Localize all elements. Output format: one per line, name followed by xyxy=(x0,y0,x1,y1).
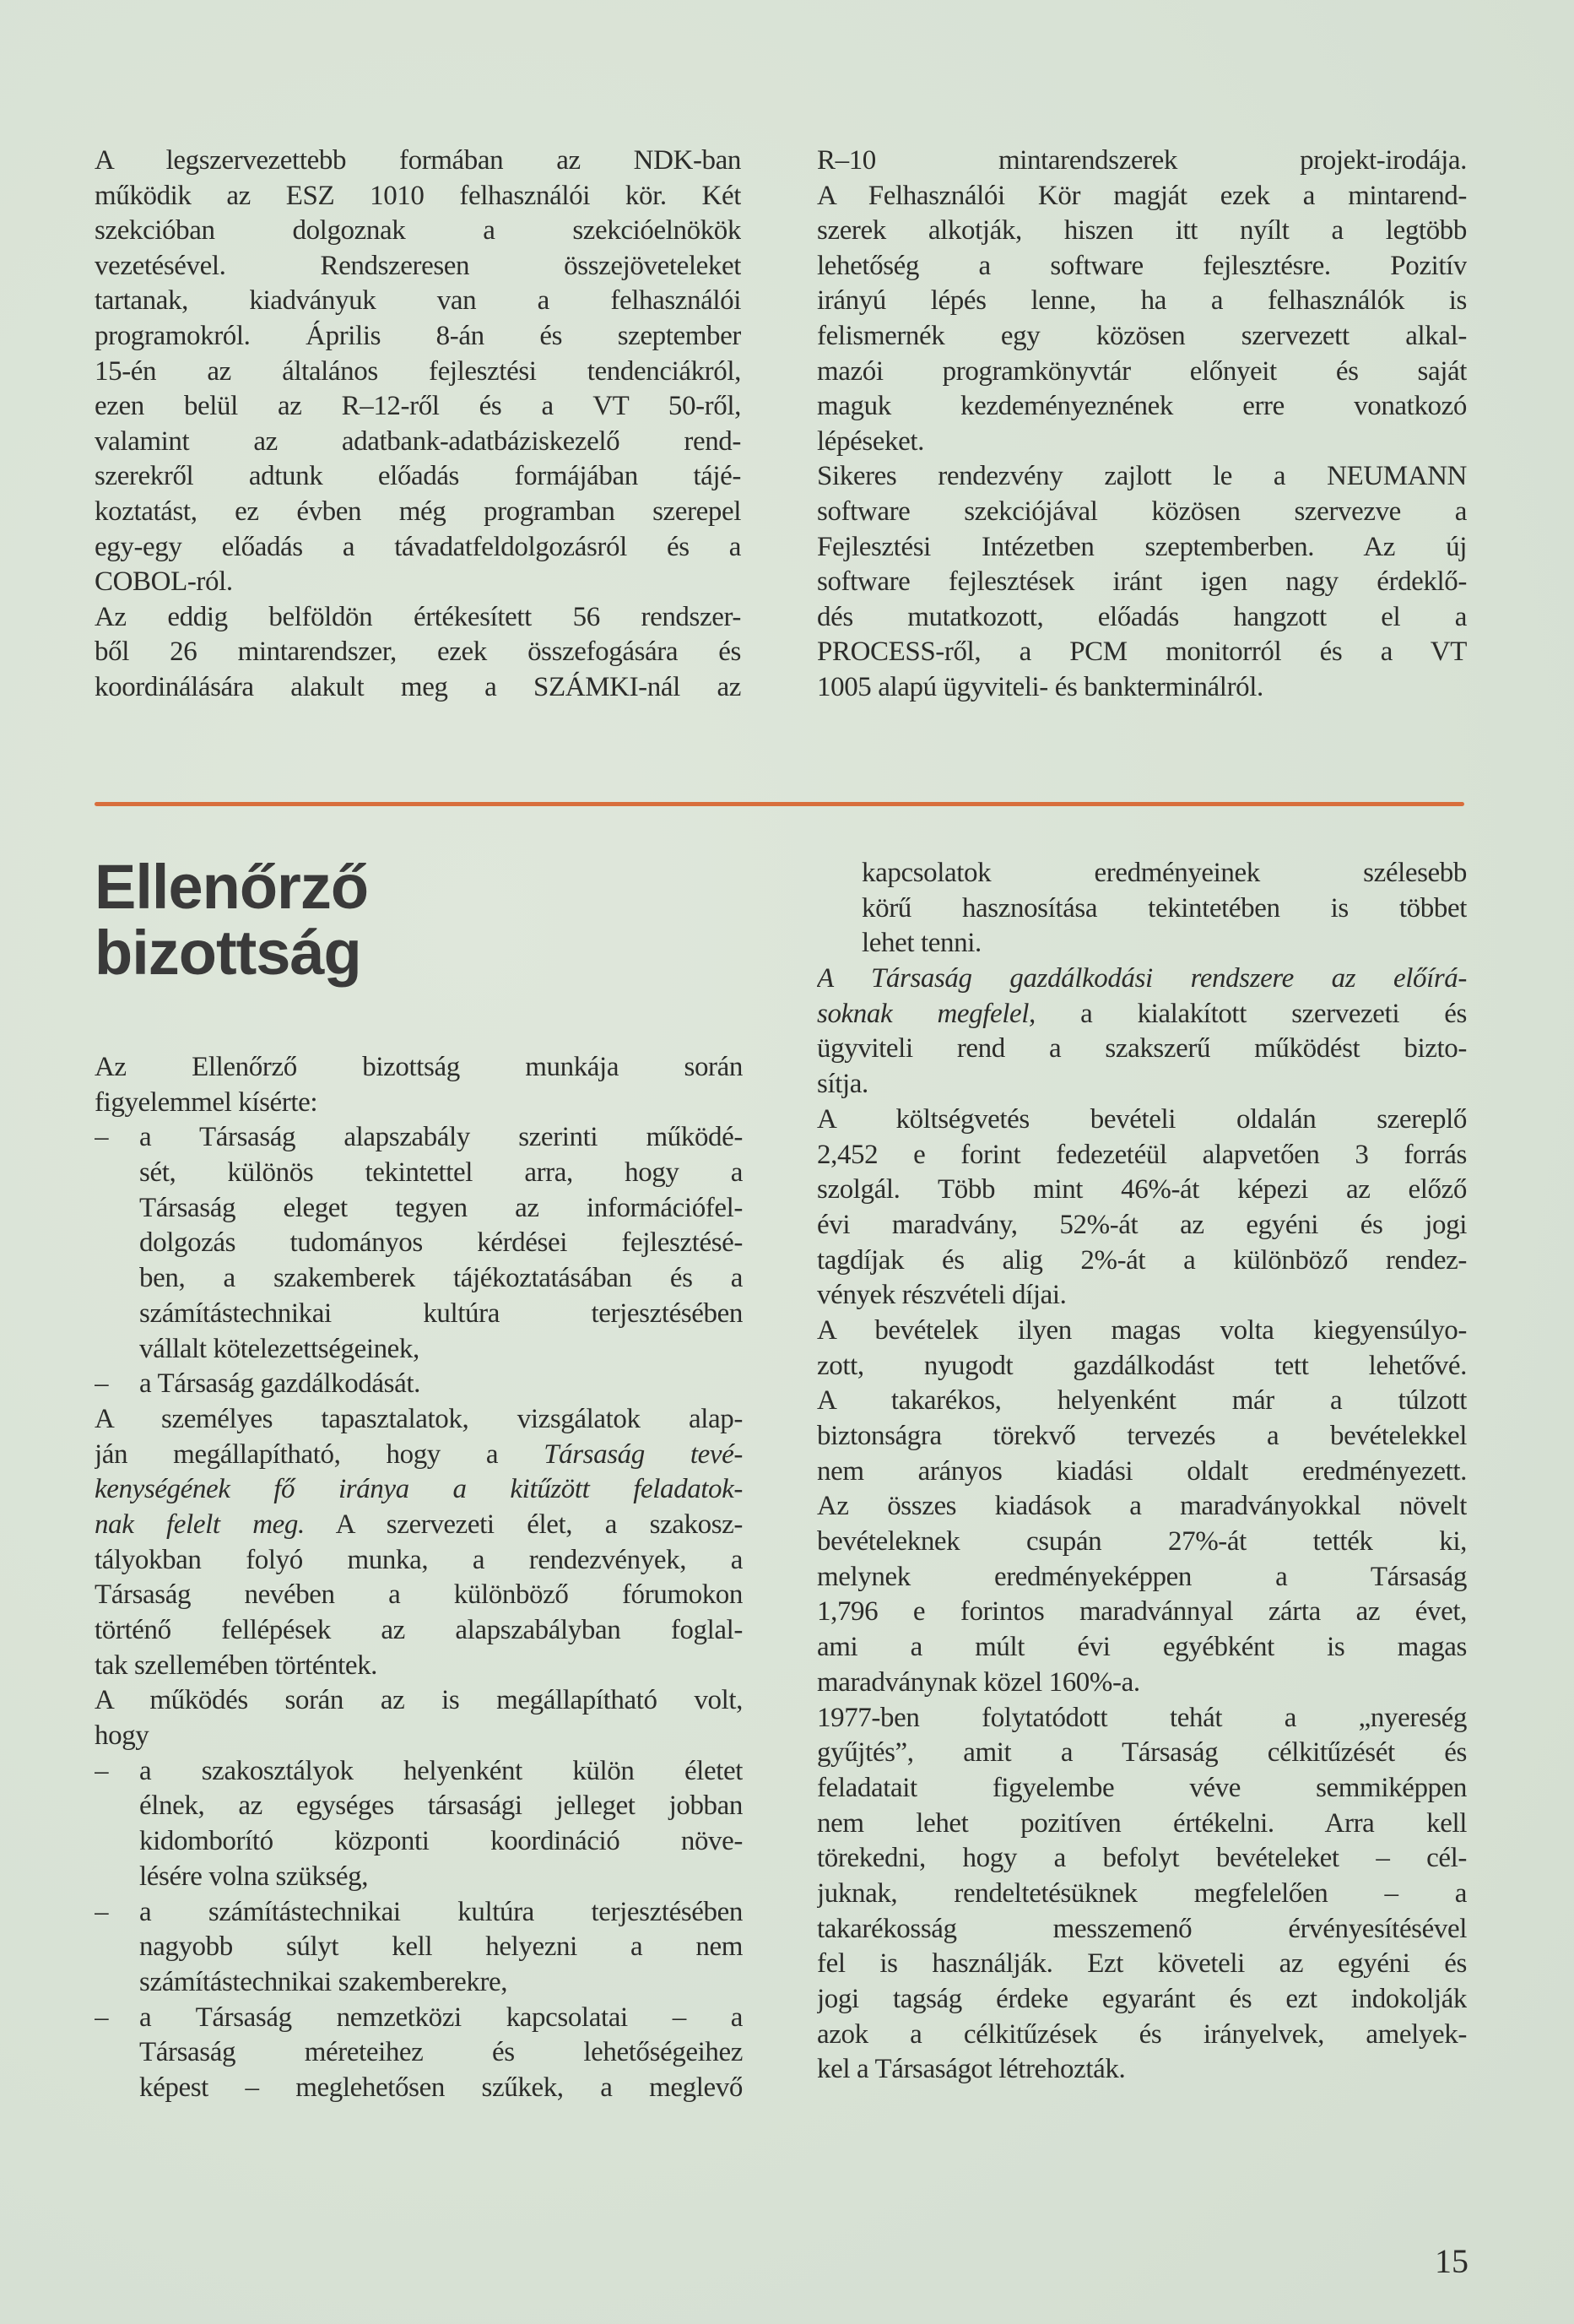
text-line xyxy=(817,856,1467,891)
text-line xyxy=(817,670,1467,706)
line-text: programokról. Április 8-án és szeptember xyxy=(95,320,741,351)
line-text: takarékosság messzemenő érvényesítésével xyxy=(817,1913,1467,1944)
line-text: számítástechnikai szakemberekre, xyxy=(139,1966,508,1997)
text-line xyxy=(817,1489,1467,1525)
text-line xyxy=(817,1771,1467,1807)
line-text: Társaság eleget tegyen az információfel- xyxy=(139,1192,743,1223)
line-text: élnek, az egységes társasági jelleget jobban xyxy=(139,1790,743,1822)
line-text: A személyes tapasztalatok, vizsgálatok alap- xyxy=(95,1403,743,1434)
line-text: ben, a szakemberek tájékoztatásában és a xyxy=(139,1263,743,1294)
text-line xyxy=(95,1789,743,1824)
text-line xyxy=(95,1332,743,1368)
line-text: 15-én az általános fejlesztési tendenciákról, xyxy=(95,355,741,387)
line-text: mazói programkönyvtár előnyeit és saját xyxy=(817,355,1467,387)
text-line xyxy=(817,179,1467,214)
text-line xyxy=(95,565,741,600)
line-text: A költségvetés bevételi oldalán szereplő xyxy=(817,1103,1467,1135)
text-line xyxy=(817,1595,1467,1630)
line-text: vények részvételi díjai. xyxy=(817,1280,1067,1311)
text-line xyxy=(817,1807,1467,1842)
line-text: 1977-ben folytatódott tehát a „nyereség xyxy=(817,1702,1467,1733)
text-line xyxy=(95,495,741,530)
italic-text: kenységének fő iránya a kitűzött feladatok- xyxy=(95,1474,743,1505)
line-text: a Társaság gazdálkodását. xyxy=(139,1368,420,1400)
text-line xyxy=(95,284,741,319)
text-line xyxy=(817,459,1467,495)
line-text: ből 26 mintarendszer, ezek összefogására és xyxy=(95,637,741,668)
text-line xyxy=(817,1419,1467,1455)
text-line xyxy=(95,1719,743,1754)
text-line xyxy=(95,319,741,355)
line-text: tályokban folyó munka, a rendezvények, a xyxy=(95,1544,743,1575)
line-text: dés mutatkozott, előadás hangzott el a xyxy=(817,601,1467,632)
text-line xyxy=(817,1349,1467,1384)
text-line xyxy=(95,1895,743,1931)
text-line xyxy=(95,600,741,636)
line-text: jogi tagság érdeke egyaránt és ezt indokolják xyxy=(817,1984,1467,2014)
text-line xyxy=(95,389,741,425)
text-line xyxy=(95,425,741,460)
text-line xyxy=(817,1560,1467,1595)
text-line xyxy=(817,1666,1467,1701)
line-text: nem arányos kiadási oldalt eredményezett. xyxy=(817,1455,1467,1487)
line-text: a számítástechnikai kultúra terjesztésében xyxy=(139,1896,743,1927)
text-line xyxy=(817,495,1467,530)
list-dash: – xyxy=(95,1755,109,1786)
line-text: szolgál. Több mint 46%-át képezi az előző xyxy=(817,1174,1467,1205)
top-right-column xyxy=(817,144,1467,706)
text-line xyxy=(817,926,1467,962)
heading-line-1: Ellenőrző xyxy=(95,852,369,922)
line-text: software szekciójával közösen szervezve a xyxy=(817,496,1467,527)
text-line xyxy=(817,1877,1467,1912)
line-text: maguk kezdeményeznének erre vonatkozó xyxy=(817,391,1467,422)
text-line xyxy=(95,1683,743,1719)
text-line xyxy=(95,1297,743,1332)
line-text: maradványnak közel 160%-a. xyxy=(817,1666,1140,1698)
line-text: R–10 mintarendszerek projekt-irodája. xyxy=(817,145,1467,176)
line-text: hogy xyxy=(95,1720,149,1752)
italic-text: nak felelt meg. xyxy=(95,1509,305,1540)
line-text: kidomborító központi koordináció növe- xyxy=(139,1826,743,1857)
line-text: törekedni, hogy a befolyt bevételeket – cél- xyxy=(817,1843,1467,1874)
text-line xyxy=(95,2035,743,2071)
line-text: számítástechnikai kultúra terjesztésében xyxy=(139,1297,743,1329)
text-line xyxy=(817,1455,1467,1490)
line-text: A legszervezettebb formában az NDK-ban xyxy=(95,145,741,176)
line-text: valamint az adatbank-adatbáziskezelő rend- xyxy=(95,425,741,457)
line-text: ami a múlt évi egyébként is magas xyxy=(817,1632,1467,1663)
line-text: vezetésével. Rendszeresen összejöveteleket xyxy=(95,250,741,281)
text-line xyxy=(817,389,1467,425)
list-dash: – xyxy=(95,1122,109,1153)
text-line xyxy=(95,1754,743,1790)
text-line xyxy=(817,1208,1467,1243)
text-line xyxy=(95,1578,743,1613)
text-line xyxy=(95,2001,743,2036)
line-text: fel is használják. Ezt követeli az egyéni és xyxy=(817,1948,1467,1980)
text-line xyxy=(95,1543,743,1579)
text-line xyxy=(817,144,1467,179)
page-number: 15 xyxy=(1435,2242,1469,2280)
bottom-right-column xyxy=(817,856,1467,2088)
line-text: koztatást, ez évben még programban szerepel xyxy=(95,496,741,527)
text-line xyxy=(817,1102,1467,1138)
line-text: kapcsolatok eredményeinek szélesebb xyxy=(862,858,1467,888)
text-line xyxy=(95,1649,743,1684)
text-line xyxy=(817,1630,1467,1666)
text-line xyxy=(95,1261,743,1297)
line-text: biztonságra törekvő tervezés a bevételekkel xyxy=(817,1421,1467,1451)
text-line xyxy=(817,1982,1467,2018)
text-line xyxy=(95,249,741,284)
line-text: A bevételek ilyen magas volta kiegyensúlyo- xyxy=(817,1314,1467,1346)
text-line xyxy=(95,1226,743,1261)
bottom-left-column xyxy=(95,1050,743,2106)
text-line xyxy=(817,249,1467,284)
text-line xyxy=(817,2052,1467,2088)
text-line xyxy=(95,1156,743,1191)
line-text: a Társaság nemzetközi kapcsolatai – a xyxy=(139,2002,743,2033)
line-text: Az összes kiadások a maradványokkal növelt xyxy=(817,1491,1467,1522)
line-text: szekcióban dolgoznak a szekcióelnökök xyxy=(95,215,741,246)
text-line xyxy=(817,1138,1467,1173)
text-line xyxy=(817,997,1467,1032)
text-line xyxy=(95,635,741,670)
text-line xyxy=(817,1314,1467,1349)
line-text: feladatait figyelembe véve semmiképpen xyxy=(817,1772,1467,1803)
text-line xyxy=(817,425,1467,460)
line-text: a kialakított szervezeti és xyxy=(1035,998,1467,1029)
line-text: kel a Társaságot létrehozták. xyxy=(817,2054,1126,2085)
text-line xyxy=(817,1278,1467,1314)
text-line xyxy=(95,1965,743,2001)
italic-text: soknak megfelel, xyxy=(817,998,1036,1029)
text-line xyxy=(95,1191,743,1227)
text-line xyxy=(95,214,741,249)
line-text: Társaság nevében a különböző fórumokon xyxy=(95,1579,743,1611)
text-line xyxy=(817,1736,1467,1771)
line-text: nagyobb súlyt kell helyezni a nem xyxy=(139,1931,743,1963)
line-text: sét, különös tekintettel arra, hogy a xyxy=(139,1157,743,1189)
list-dash: – xyxy=(95,2002,109,2033)
text-line xyxy=(817,1912,1467,1948)
text-line xyxy=(817,600,1467,636)
line-text: tartanak, kiadványuk van a felhasználói xyxy=(95,285,741,317)
line-text: körű hasznosítása tekintetében is többet xyxy=(862,892,1467,924)
text-line xyxy=(95,1930,743,1965)
line-text: működik az ESZ 1010 felhasználói kör. Két xyxy=(95,180,741,211)
line-text: 2,452 e forint fedezetéül alapvetően 3 forrás xyxy=(817,1139,1467,1170)
text-line xyxy=(817,1243,1467,1279)
line-text: A Felhasználói Kör magját ezek a mintarend- xyxy=(817,180,1467,211)
line-text: COBOL-ról. xyxy=(95,566,233,598)
text-line xyxy=(817,1701,1467,1736)
line-text: A működés során az is megállapítható volt, xyxy=(95,1685,743,1716)
text-line xyxy=(817,1947,1467,1982)
line-text: szerekről adtunk előadás formájában tájé- xyxy=(95,461,741,492)
line-text: vállalt kötelezettségeinek, xyxy=(139,1333,419,1364)
line-text: ezen belül az R–12-ről és a VT 50-ről, xyxy=(95,391,741,422)
line-text: koordinálására alakult meg a SZÁMKI-nál az xyxy=(95,671,741,702)
text-line xyxy=(817,1841,1467,1877)
text-line xyxy=(817,355,1467,390)
text-line xyxy=(95,355,741,390)
list-dash: – xyxy=(95,1368,109,1400)
line-text: Fejlesztési Intézetben szeptemberben. Az új xyxy=(817,531,1467,562)
line-text: ügyviteli rend a szakszerű működést bizto- xyxy=(817,1033,1467,1064)
heading-line-2: bizottság xyxy=(95,918,361,988)
text-line xyxy=(95,459,741,495)
line-text: Az Ellenőrző bizottság munkája során xyxy=(95,1052,743,1082)
line-text: sítja. xyxy=(817,1069,868,1100)
line-text: dolgozás tudományos kérdései fejlesztésé- xyxy=(139,1227,743,1259)
line-text: tagdíjak és alig 2%-át a különböző rendez- xyxy=(817,1244,1467,1276)
text-line xyxy=(817,1384,1467,1419)
line-text: gyűjtés”, amit a Társaság célkitűzését és xyxy=(817,1737,1467,1769)
line-text: juknak, rendeltetésüknek megfelelően – a xyxy=(817,1877,1467,1909)
text-line xyxy=(95,530,741,566)
line-text: lésére volna szükség, xyxy=(139,1861,369,1892)
text-line xyxy=(817,635,1467,670)
line-text: Társaság méreteihez és lehetőségeihez xyxy=(139,2037,743,2068)
text-line xyxy=(95,2071,743,2106)
text-line xyxy=(817,214,1467,249)
line-text: azok a célkitűzések és irányelvek, amelyek- xyxy=(817,2018,1467,2050)
text-line xyxy=(817,565,1467,600)
section-divider xyxy=(95,802,1464,806)
line-text: a szakosztályok helyenként külön életet xyxy=(139,1755,743,1786)
line-text: PROCESS-ről, a PCM monitorról és a VT xyxy=(817,637,1467,668)
text-line xyxy=(817,1173,1467,1208)
top-left-column xyxy=(95,144,741,706)
line-text: lehetőség a software fejlesztésre. Pozitív xyxy=(817,250,1467,281)
line-text: szerek alkotják, hiszen itt nyílt a legtöbb xyxy=(817,215,1467,246)
text-line xyxy=(95,1613,743,1649)
text-line xyxy=(95,670,741,706)
text-line xyxy=(817,2018,1467,2053)
section-heading xyxy=(95,854,368,986)
text-line xyxy=(817,962,1467,997)
line-text: figyelemmel kísérte: xyxy=(95,1086,318,1118)
text-line xyxy=(95,1402,743,1438)
italic-text: A Társaság gazdálkodási rendszere az előírá- xyxy=(817,963,1467,994)
line-text: Az eddig belföldön értékesített 56 rendszer- xyxy=(95,601,741,632)
line-text: felismernék egy közösen szervezett alkal- xyxy=(817,320,1467,351)
line-text: évi maradvány, 52%-át az egyéni és jogi xyxy=(817,1209,1467,1240)
text-line xyxy=(817,284,1467,319)
line-text: ján megállapítható, hogy a xyxy=(95,1438,544,1470)
text-line xyxy=(95,1824,743,1860)
line-text: a Társaság alapszabály szerinti működé- xyxy=(139,1122,743,1153)
text-line xyxy=(95,1086,743,1121)
text-line xyxy=(95,1860,743,1895)
line-text: bevételeknek csupán 27%-át tették ki, xyxy=(817,1526,1467,1557)
text-line xyxy=(817,319,1467,355)
line-text: lehet tenni. xyxy=(862,928,982,959)
text-line xyxy=(95,179,741,214)
line-text: nem lehet pozitíven értékelni. Arra kell xyxy=(817,1807,1467,1839)
line-text: történő fellépések az alapszabályban foglal- xyxy=(95,1615,743,1645)
line-text: lépéseket. xyxy=(817,425,925,457)
line-text: tak szellemében történtek. xyxy=(95,1650,378,1681)
text-line xyxy=(95,1367,743,1402)
line-text: képest – meglehetősen szűkek, a meglevő xyxy=(139,2072,743,2103)
text-line xyxy=(817,1067,1467,1102)
text-line xyxy=(817,1032,1467,1067)
line-text: 1,796 e forintos maradvánnyal zárta az évet, xyxy=(817,1596,1467,1628)
line-text: egy-egy előadás a távadatfeldolgozásról és a xyxy=(95,531,741,562)
text-line xyxy=(817,1525,1467,1560)
text-line xyxy=(95,1472,743,1508)
line-text: Sikeres rendezvény zajlott le a NEUMANN xyxy=(817,461,1467,492)
italic-text: Társaság tevé- xyxy=(544,1438,743,1470)
line-text: zott, nyugodt gazdálkodást tett lehetővé. xyxy=(817,1350,1467,1381)
text-line xyxy=(95,1120,743,1156)
line-text: software fejlesztések iránt igen nagy érdeklő- xyxy=(817,566,1467,598)
list-dash: – xyxy=(95,1896,109,1927)
line-text: melynek eredményeképpen a Társaság xyxy=(817,1561,1467,1592)
text-line xyxy=(817,530,1467,566)
text-line xyxy=(95,1050,743,1086)
text-line xyxy=(95,1508,743,1543)
text-line xyxy=(95,1438,743,1473)
line-text: A szervezeti élet, a szakosz- xyxy=(304,1509,743,1540)
line-text: 1005 alapú ügyviteli- és bankterminálról. xyxy=(817,671,1263,702)
text-line xyxy=(95,144,741,179)
line-text: A takarékos, helyenként már a túlzott xyxy=(817,1385,1467,1417)
text-line xyxy=(817,891,1467,927)
line-text: irányú lépés lenne, ha a felhasználók is xyxy=(817,285,1467,317)
